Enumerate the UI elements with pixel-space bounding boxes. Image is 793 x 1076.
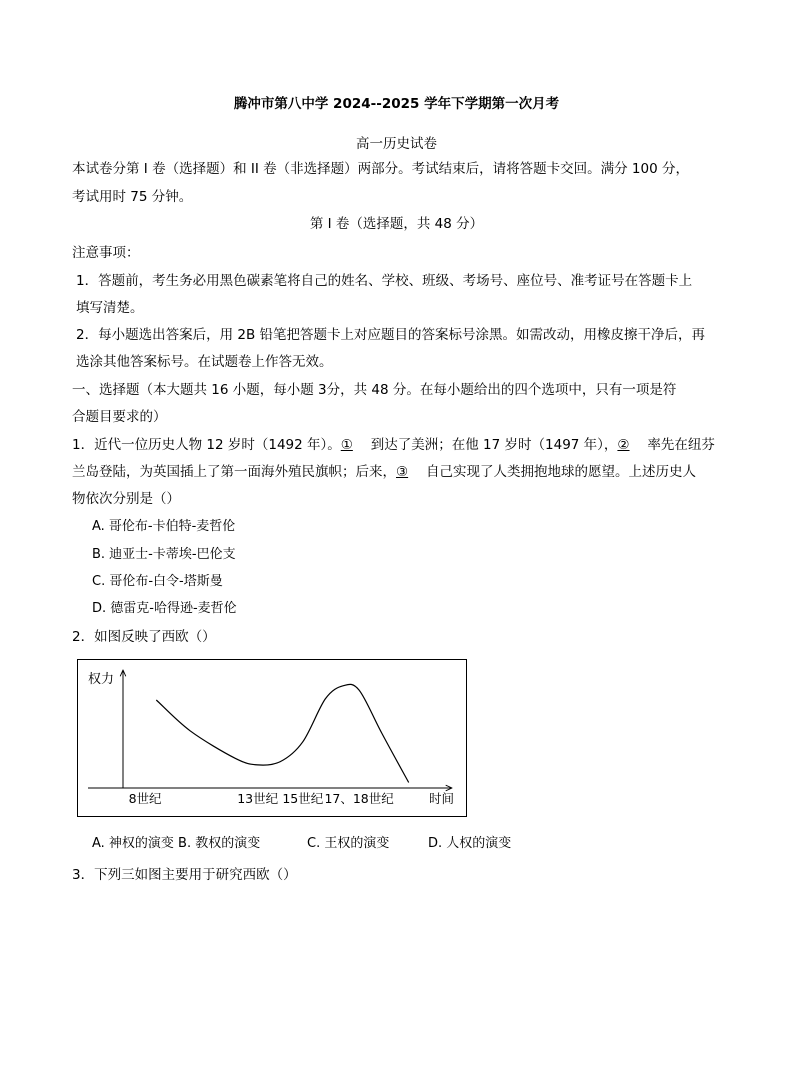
note-2-line-2: 选涂其他答案标号。在试题卷上作答无效。 <box>76 354 333 370</box>
q1-text-a: 1．近代一位历史人物 12 岁时（1492 年）。 <box>72 437 341 453</box>
q1-text-e: 自己实现了人类拥抱地球的愿望。上述历史人 <box>426 464 696 480</box>
power-chart <box>77 659 467 817</box>
q2-stem: 2．如图反映了西欧（） <box>72 629 216 645</box>
y-axis-label: 权力 <box>88 672 115 687</box>
q1-stem-line-1 <box>72 436 715 454</box>
q2-option-d: D. 人权的演变 <box>428 836 512 851</box>
section-title: 第 I 卷（选择题，共 48 分） <box>309 216 484 232</box>
power-curve <box>156 684 408 782</box>
q1-blank-3: ③ <box>396 464 409 480</box>
q3-stem: 3．下列三如图主要用于研究西欧（） <box>72 867 297 883</box>
q1-option-b: B. 迪亚士-卡蒂埃-巴伦支 <box>92 547 236 562</box>
q1-text-b: 到达了美洲；在他 17 岁时（1497 年）， <box>370 437 618 453</box>
x-tick-label: 8世纪 <box>128 791 162 806</box>
x-axis-label: 时间 <box>429 791 455 806</box>
x-tick-label: 13世纪 <box>237 791 279 806</box>
note-2-line-1: 2．每小题选出答案后，用 2B 铅笔把答题卡上对应题目的答案标号涂黑。如需改动，用橡皮擦干净后，再 <box>76 327 706 343</box>
q1-stem-line-3: 物依次分别是（） <box>72 491 180 507</box>
q2-option-ab: A. 神权的演变 B. 教权的演变 <box>92 836 261 851</box>
part1-instruction-line-1: 一、选择题（本大题共 16 小题，每小题 3分，共 48 分。在每小题给出的四个选项中，只有一项是符 <box>72 382 677 398</box>
q1-blank-2: ② <box>617 437 630 453</box>
q1-option-c: C. 哥伦布-白令-塔斯曼 <box>92 574 223 589</box>
note-1-line-1: 1．答题前，考生务必用黑色碳素笔将自己的姓名、学校、班级、考场号、座位号、准考证号在答题卡上 <box>76 273 693 289</box>
q1-text-d: 兰岛登陆，为英国插上了第一面海外殖民旗帜；后来， <box>72 464 396 480</box>
q1-blank-1: ① <box>340 437 353 453</box>
q1-option-a: A. 哥伦布-卡伯特-麦哲伦 <box>92 519 236 534</box>
exam-subtitle: 高一历史试卷 <box>356 136 437 152</box>
power-chart-svg <box>78 660 466 816</box>
note-1-line-2: 填写清楚。 <box>76 300 144 316</box>
q1-stem-line-2 <box>72 463 696 481</box>
notes-heading: 注意事项： <box>72 245 140 261</box>
intro-line-2: 考试用时 75 分钟。 <box>72 189 193 205</box>
q1-option-d: D. 德雷克-哈得逊-麦哲伦 <box>92 601 237 616</box>
part1-instruction-line-2: 合题目要求的） <box>72 409 167 425</box>
intro-line-1: 本试卷分第 I 卷（选择题）和 II 卷（非选择题）两部分。考试结束后，请将答题卡交回。满分 100 分， <box>72 161 689 177</box>
q2-option-c: C. 王权的演变 <box>307 836 390 851</box>
x-tick-label: 15世纪 <box>282 791 324 806</box>
q1-text-c: 率先在纽芬 <box>647 437 715 453</box>
exam-title: 腾冲市第八中学 2024--2025 学年下学期第一次月考 <box>233 96 560 112</box>
x-tick-label: 17、18世纪 <box>324 791 394 806</box>
